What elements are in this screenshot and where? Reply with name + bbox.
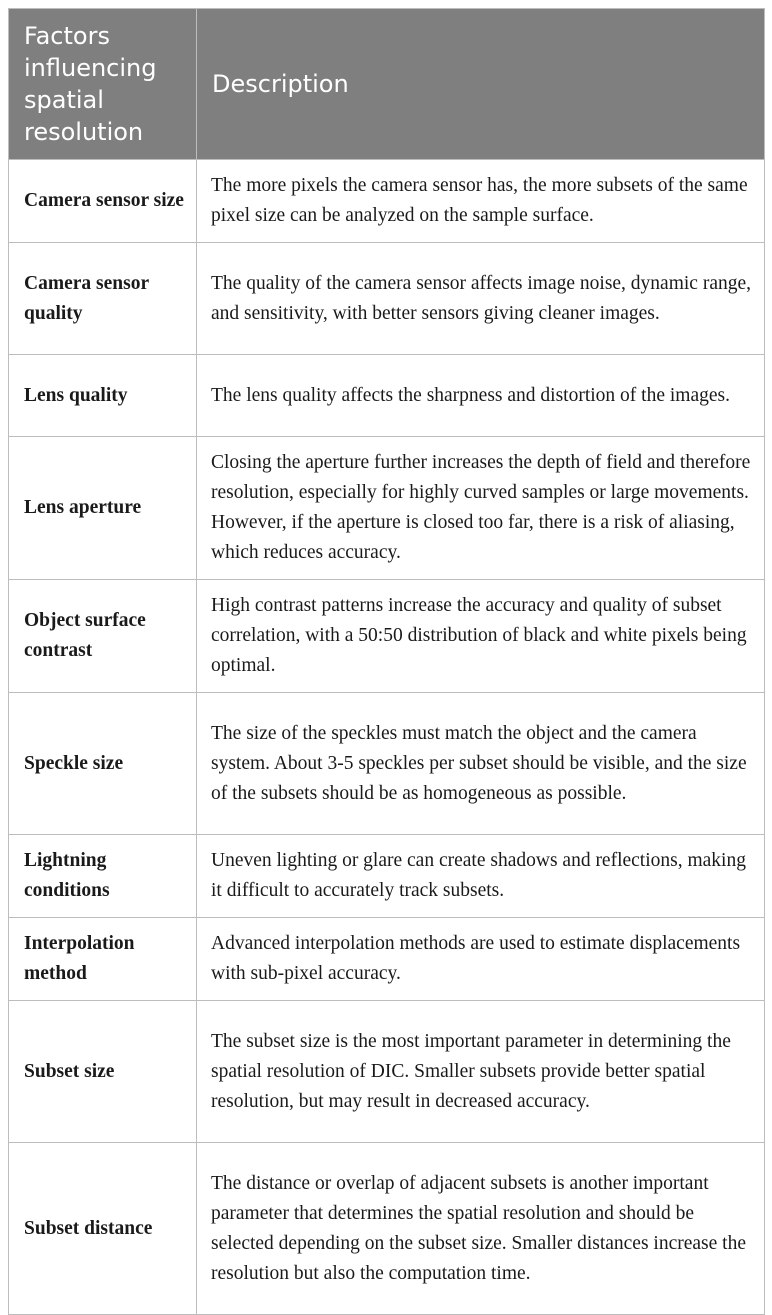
- table-row: [9, 1143, 765, 1315]
- factor-cell: Lightning conditions: [9, 835, 197, 918]
- description-cell: High contrast patterns increase the accuracy and quality of subset correlation, with a 50:50 distribution of black and white pixels being optimal.: [197, 580, 765, 693]
- description-cell: The subset size is the most important parameter in determining the spatial resolution of DIC. Smaller subsets provide better spatial resolution, but may result in decreased accuracy.: [197, 1001, 765, 1143]
- factors-table: [8, 8, 765, 1315]
- table-row: [9, 918, 765, 1001]
- description-cell: Closing the aperture further increases the depth of field and therefore resolution, especially for highly curved samples or large movements. However, if the aperture is closed too far, there is a risk of aliasing, which reduces accuracy.: [197, 437, 765, 580]
- table-row: [9, 160, 765, 243]
- table-row: [9, 355, 765, 437]
- factor-cell: Camera sensor quality: [9, 243, 197, 355]
- description-cell: The quality of the camera sensor affects image noise, dynamic range, and sensitivity, with better sensors giving cleaner images.: [197, 243, 765, 355]
- table-header-row: [9, 9, 765, 160]
- description-cell: The lens quality affects the sharpness and distortion of the images.: [197, 355, 765, 437]
- table-row: [9, 1001, 765, 1143]
- factor-cell: Lens aperture: [9, 437, 197, 580]
- table-row: [9, 693, 765, 835]
- description-cell: The more pixels the camera sensor has, the more subsets of the same pixel size can be analyzed on the sample surface.: [197, 160, 765, 243]
- description-cell: Uneven lighting or glare can create shadows and reflections, making it difficult to accurately track subsets.: [197, 835, 765, 918]
- header-description: Description: [197, 9, 765, 160]
- factor-cell: Camera sensor size: [9, 160, 197, 243]
- description-cell: Advanced interpolation methods are used to estimate displacements with sub-pixel accuracy.: [197, 918, 765, 1001]
- factors-table-container: [8, 8, 764, 1315]
- factor-cell: Subset size: [9, 1001, 197, 1143]
- description-cell: The size of the speckles must match the object and the camera system. About 3-5 speckles per subset should be visible, and the size of the subsets should be as homogeneous as possible.: [197, 693, 765, 835]
- table-row: [9, 437, 765, 580]
- description-cell: The distance or overlap of adjacent subsets is another important parameter that determines the spatial resolution and should be selected depending on the subset size. Smaller distances increase the resolution but also the computation time.: [197, 1143, 765, 1315]
- factor-cell: Speckle size: [9, 693, 197, 835]
- factor-cell: Subset distance: [9, 1143, 197, 1315]
- header-factor: Factors influencing spatial resolution: [9, 9, 197, 160]
- table-row: [9, 835, 765, 918]
- factor-cell: Interpolation method: [9, 918, 197, 1001]
- table-row: [9, 580, 765, 693]
- factor-cell: Object surface contrast: [9, 580, 197, 693]
- factor-cell: Lens quality: [9, 355, 197, 437]
- table-row: [9, 243, 765, 355]
